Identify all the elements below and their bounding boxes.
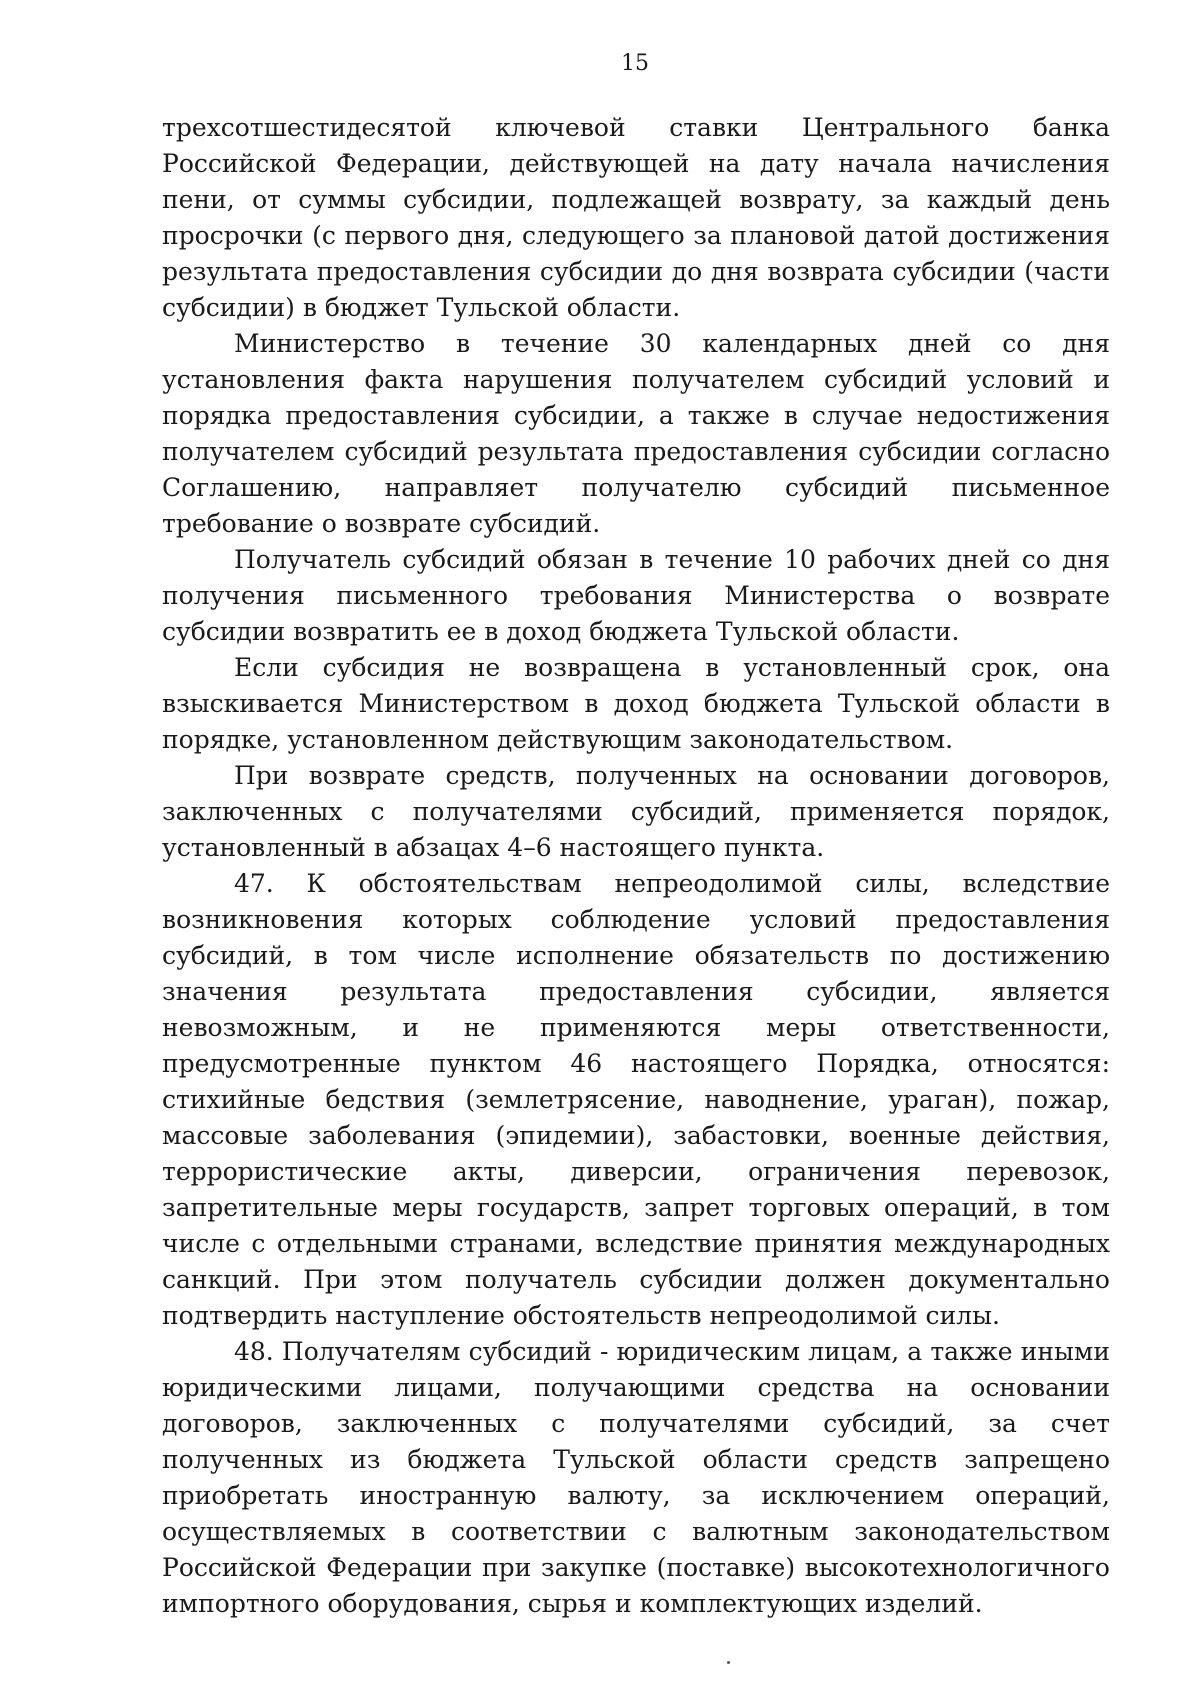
page-number: 15 — [621, 51, 649, 76]
paragraph-ministry-requirement: Министерство в течение 30 календарных дней со дня установления факта нарушения получателем субсидий условий и порядка предоставления субсидии, а также в случае недостижения получателем субсидий результата предоставления субсидии согласно Соглашению, направляет получателю субсидий письменное требование о возврате субсидий. — [162, 329, 1110, 538]
document-body — [162, 110, 1110, 1622]
paragraph-item-47: 47. К обстоятельствам непреодолимой силы, вследствие возникновения которых соблюдение условий предоставления субсидий, в том числе исполнение обязательств по достижению значения результата предоставления субсидии, является невозможным, и не применяются меры ответственности, предусмотренные пунктом 46 настоящего Порядка, относятся: стихийные бедствия (землетрясение, наводнение, ураган), пожар, массовые заболевания (эпидемии), забастовки, военные действия, террористические акты, диверсии, ограничения перевозок, запретительные меры государств, запрет торговых операций, в том числе с отдельными странами, вследствие принятия международных санкций. При этом получатель субсидии должен документально подтвердить наступление обстоятельств непреодолимой силы. — [162, 869, 1110, 1330]
scan-artifact-dot — [727, 1661, 730, 1664]
paragraph-continuation: трехсотшестидесятой ключевой ставки Центрального банка Российской Федерации, действующей на дату начала начисления пени, от суммы субсидии, подлежащей возврату, за каждый день просрочки (с первого дня, следующего за плановой датой достижения результата предоставления субсидии до дня возврата субсидии (части субсидии) в бюджет Тульской области. — [162, 113, 1110, 322]
paragraph-contract-funds: При возврате средств, полученных на основании договоров, заключенных с получателями субсидий, применяется порядок, установленный в абзацах 4–6 настоящего пункта. — [162, 761, 1110, 862]
paragraph-item-48: 48. Получателям субсидий - юридическим лицам, а также иными юридическими лицами, получающими средства на основании договоров, заключенных с получателями субсидий, за счет полученных из бюджета Тульской области средств запрещено приобретать иностранную валюту, за исключением операций, осуществляемых в соответствии с валютным законодательством Российской Федерации при закупке (поставке) высокотехнологичного импортного оборудования, сырья и комплектующих изделий. — [162, 1337, 1110, 1618]
paragraph-recovery: Если субсидия не возвращена в установленный срок, она взыскивается Министерством в доход бюджета Тульской области в порядке, установленном действующим законодательством. — [162, 653, 1110, 754]
paragraph-recipient-obligation: Получатель субсидий обязан в течение 10 рабочих дней со дня получения письменного требования Министерства о возврате субсидии возвратить ее в доход бюджета Тульской области. — [162, 545, 1110, 646]
